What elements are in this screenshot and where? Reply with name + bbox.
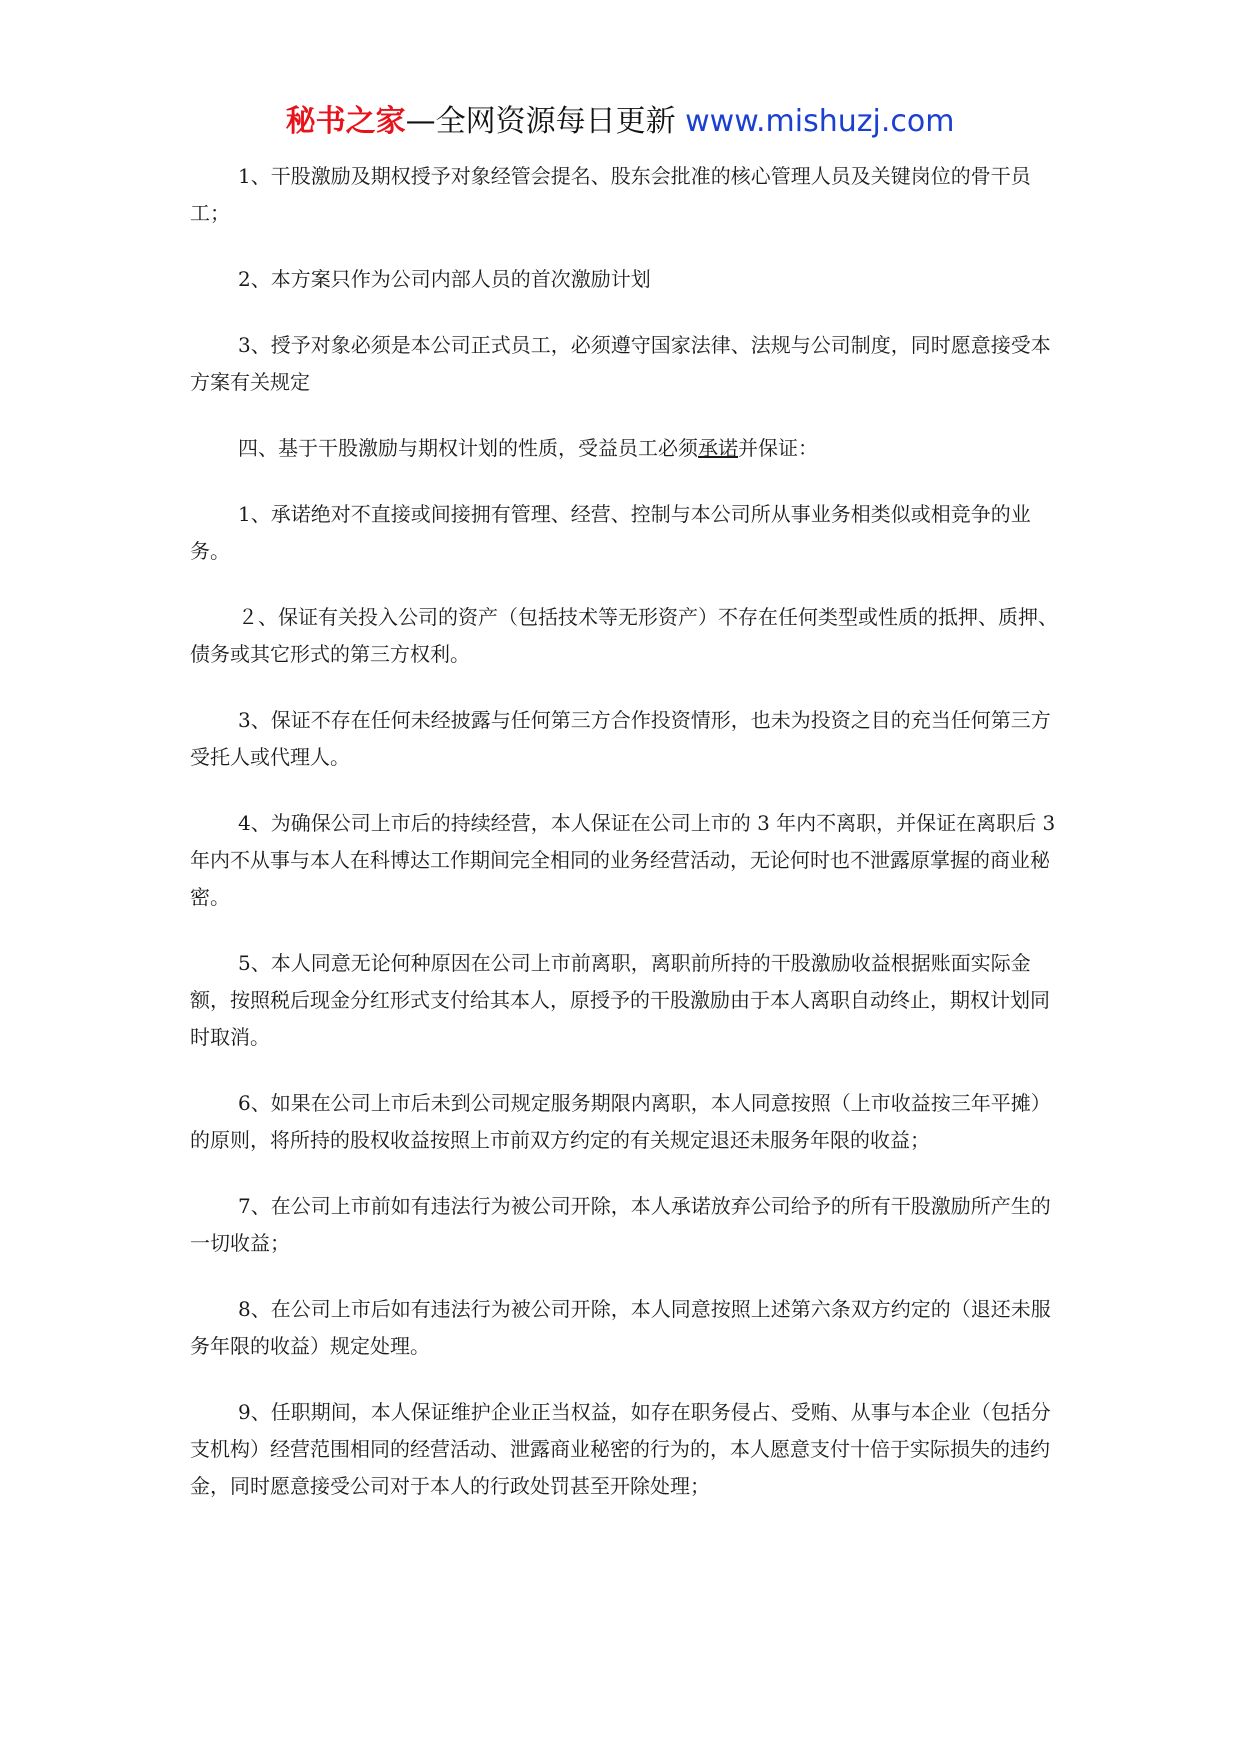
document-body [190,158,1060,1534]
section-four-text-before: 四、基于干股激励与期权计划的性质，受益员工必须 [238,436,698,460]
paragraph-5: 1、承诺绝对不直接或间接拥有管理、经营、控制与本公司所从事业务相类似或相竞争的业务。 [190,502,1031,563]
paragraph-3: 3、授予对象必须是本公司正式员工，必须遵守国家法律、法规与公司制度，同时愿意接受本方案有关规定 [190,333,1051,394]
paragraph-1: 1、干股激励及期权授予对象经管会提名、股东会批准的核心管理人员及关键岗位的骨干员工； [190,164,1031,225]
paragraph-12: 8、在公司上市后如有违法行为被公司开除，本人同意按照上述第六条双方约定的（退还未服务年限的收益）规定处理。 [190,1297,1051,1358]
section-four-text-after: 并保证： [738,436,818,460]
brand-name: 秘书之家 [285,104,406,139]
paragraph-11: 7、在公司上市前如有违法行为被公司开除，本人承诺放弃公司给予的所有干股激励所产生的一切收益； [190,1194,1051,1255]
paragraph-6: ２、保证有关投入公司的资产（包括技术等无形资产）不存在任何类型或性质的抵押、质押、债务或其它形式的第三方权利。 [190,605,1058,666]
site-header [0,100,1240,144]
paragraph-7: 3、保证不存在任何未经披露与任何第三方合作投资情形，也未为投资之目的充当任何第三方受托人或代理人。 [190,708,1051,769]
section-four-underlined-word: 承诺 [698,436,738,460]
paragraph-13: 9、任职期间，本人保证维护企业正当权益，如存在职务侵占、受贿、从事与本企业（包括分支机构）经营范围相同的经营活动、泄露商业秘密的行为的，本人愿意支付十倍于实际损失的违约金，同时愿意接受公司对于本人的行政处罚甚至开除处理； [190,1400,1051,1498]
paragraph-2: 2、本方案只作为公司内部人员的首次激励计划 [238,267,651,291]
header-tagline: —全网资源每日更新 [405,104,676,139]
section-four-heading [190,430,1060,467]
site-url-link[interactable]: www.mishuzj.com [685,104,955,139]
paragraph-10: 6、如果在公司上市后未到公司规定服务期限内离职，本人同意按照（上市收益按三年平摊）的原则，将所持的股权收益按照上市前双方约定的有关规定退还未服务年限的收益； [190,1091,1051,1152]
paragraph-8: 4、为确保公司上市后的持续经营，本人保证在公司上市的 3 年内不离职，并保证在离职后 3 年内不从事与本人在科博达工作期间完全相同的业务经营活动，无论何时也不泄露原掌握的商业秘密。 [190,811,1056,909]
paragraph-9: 5、本人同意无论何种原因在公司上市前离职，离职前所持的干股激励收益根据账面实际金额，按照税后现金分红形式支付给其本人，原授予的干股激励由于本人离职自动终止，期权计划同时取消。 [190,951,1050,1049]
